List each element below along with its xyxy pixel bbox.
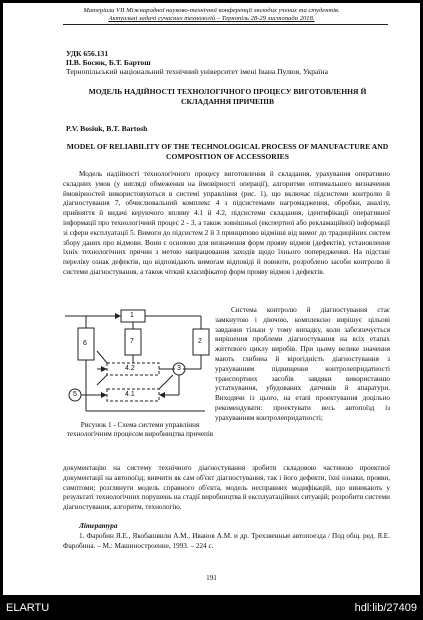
authors-en: P.V. Bosiuk, B.T. Bartosh <box>66 124 148 133</box>
authors-ua: П.В. Босюк, Б.Т. Бартош <box>66 58 151 67</box>
udk-code: УДК 656.131 <box>66 49 109 58</box>
label-3: 3 <box>177 365 181 372</box>
paragraph-text: документацію на систему технічного діагностування зробити складовою частиною проектної документації на автопоїзд; вивчити як сам об'єкт діагностування, так і його дефекти, їхні ознаки, прояви, симптоми; розглянути модель справного об'єкта, модель несправних модифікацій, що виникають у результаті технологічних порушень на стадії виробництва й експлуатаційних ситуацій; розробити системи діагностування, алгоритм, технологію. <box>63 464 390 512</box>
control-system-diagram <box>61 293 221 418</box>
right-column-text <box>215 306 390 424</box>
page-number: 191 <box>206 574 217 582</box>
label-2: 2 <box>198 338 202 345</box>
title-en: MODEL OF RELIABILITY OF THE TECHNOLOGICAL PROCESS OF MANUFACTURE AND COMPOSITION OF ACCESSORIES <box>66 142 389 161</box>
footer-repository-label: ELARTU <box>6 602 50 614</box>
paragraph-text: Система контролю й діагностування стає замкнутою і діючою, комплексно вирішує цільові завдання тільки у тому випадку, коли забезпечується вирішення проблеми діагностування на всіх етапах життєвого циклу виробів. При цьому велике значення мають глибина й вірогідність діагностування з урахуванням підвищення контролепридатності транспортних засобів завдяки використанню устаткування, убудованих датчиків й апаратури. Виходячи із цього, на етапі проектування доцільно рекомендувати: проектувати весь автопоїзд із урахуванням контролепридатності; <box>215 306 390 422</box>
diagram-lines <box>61 293 221 418</box>
header-line-1: Матеріали VII Міжнародної науково-технічної конференції молодих учених та студентів. <box>83 7 340 14</box>
label-7: 7 <box>130 338 134 345</box>
figure-caption: Рисунок 1 - Схема системи управління технологічним процесом виробництва причепів <box>66 421 214 438</box>
label-4-2: 4.2 <box>125 365 135 372</box>
institution: Тернопільський національний технічний університет імені Івана Пулюя, Україна <box>66 67 328 76</box>
header-divider <box>63 24 388 25</box>
document-page <box>3 3 420 595</box>
body-paragraph-2 <box>63 464 390 513</box>
label-4-1: 4.1 <box>125 391 135 398</box>
paragraph-text: Модель надійності технологічного процесу виготовлення й складання, урахування оперативно складних умов (у вигляді обмеження на ймовірності операції), алгоритми оптимального визначення ймовірностей використовуються в системі управління (рис. 1), що включає підсистеми контролю й діагностування 7, обчислювальний комплекс 4 з підсистемами нагромадження, обробки, аналізу, прийняття й видачі керуючого впливу 4.1 й 4.2, підсистеми складання, ідентифікації оперативної інформації про технологічний процес 2 - 3, а також зовнішньої (експертної або рекламаційної) інформації зі сфери експлуатації 5. Вимоги до підсистем 2 й 3 принципово відмінні від вимог до традиційних систем збору даних про відмови. Вони є основою для визначення форм прояву відмов (дефектів), установлення їхніх технологічних причин з метою напрацювання заходів щодо їхнього попередження. На підставі переліку ознак дефектів, що відповідають вимогам відповіді й повноти, розроблено засоби контролю й системи діагностування, а також чіткий класифікатор форм прояву відмов і дефектів. <box>63 170 390 276</box>
title-ua: МОДЕЛЬ НАДІЙНОСТІ ТЕХНОЛОГІЧНОГО ПРОЦЕСУ ВИГОТОВЛЕННЯ Й СКЛАДАННЯ ПРИЧЕПІВ <box>88 87 367 106</box>
conference-header <box>3 7 420 23</box>
label-1: 1 <box>130 312 134 319</box>
literature-item: 1. Фаробин Я.Е., Якобашвили А.М., Иванов А.М. и др. Трехзвенные автопоезда / Под общ. ред. Я.Е. Фаробина. – М.: Машиностроение, 1993. – 224 с. <box>63 532 390 550</box>
label-6: 6 <box>83 340 87 347</box>
header-line-2: Актуальні задачі сучасних технологій – Тернопіль 28-29 листопада 2018. <box>108 15 315 22</box>
footer-handle-link[interactable]: hdl:lib/27409 <box>354 602 417 614</box>
label-5: 5 <box>73 391 77 398</box>
body-paragraph-1 <box>63 170 390 278</box>
literature-heading: Література <box>79 522 118 530</box>
